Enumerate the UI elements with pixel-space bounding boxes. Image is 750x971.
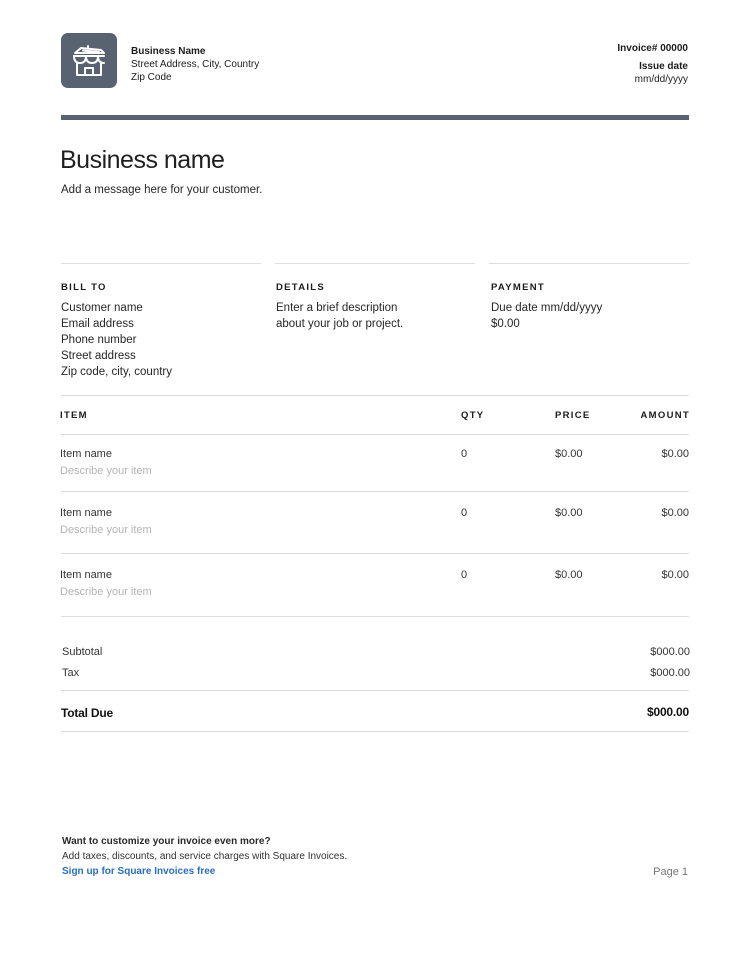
storefront-icon <box>71 44 107 78</box>
page-number: Page 1 <box>653 866 688 878</box>
customer-name: Customer name <box>61 302 143 314</box>
invoice-info <box>617 42 688 86</box>
subtotal-value: $000.00 <box>650 646 690 658</box>
details-line-1: Enter a brief description <box>276 302 398 314</box>
total-bottom-divider <box>61 731 689 732</box>
tax-value: $000.00 <box>650 667 690 679</box>
promo-question: Want to customize your invoice even more? <box>62 836 271 847</box>
item-name: Item name <box>60 507 112 519</box>
item-qty: 0 <box>461 507 468 519</box>
table-header-divider <box>61 434 689 435</box>
promo-description: Add taxes, discounts, and service charges with Square Invoices. <box>62 851 348 862</box>
row-divider <box>61 491 689 492</box>
column-header-price: PRICE <box>555 410 591 421</box>
business-street: Street Address, City, Country <box>131 59 260 70</box>
business-name-small: Business Name <box>131 46 206 57</box>
bill-to-section <box>61 280 172 380</box>
item-description: Describe your item <box>60 465 152 477</box>
item-price: $0.00 <box>555 448 583 460</box>
invoice-number: Invoice# 00000 <box>617 43 688 54</box>
row-divider <box>61 553 689 554</box>
details-label: DETAILS <box>276 282 326 293</box>
issue-date-value: mm/dd/yyyy <box>634 74 688 85</box>
item-qty: 0 <box>461 448 468 460</box>
customer-phone: Phone number <box>61 334 137 346</box>
total-due-label: Total Due <box>61 706 113 720</box>
item-amount: $0.00 <box>661 507 689 519</box>
item-price: $0.00 <box>555 569 583 581</box>
due-date: Due date mm/dd/yyyy <box>491 302 603 314</box>
details-line-2: about your job or project. <box>276 318 404 330</box>
bill-to-label: BILL TO <box>61 282 107 293</box>
customer-message: Add a message here for your customer. <box>61 184 263 196</box>
totals-divider <box>61 690 689 691</box>
item-description: Describe your item <box>60 586 152 598</box>
item-amount: $0.00 <box>661 448 689 460</box>
customer-email: Email address <box>61 318 134 330</box>
column-header-amount: AMOUNT <box>640 410 690 421</box>
payment-amount: $0.00 <box>491 318 520 330</box>
payment-divider <box>489 263 689 264</box>
item-price: $0.00 <box>555 507 583 519</box>
tax-label: Tax <box>62 667 80 679</box>
page-title: Business name <box>60 146 225 174</box>
payment-label: PAYMENT <box>491 282 545 293</box>
business-zip: Zip Code <box>131 72 172 83</box>
item-name: Item name <box>60 448 112 460</box>
issue-date-label: Issue date <box>639 61 688 72</box>
payment-section <box>491 280 602 332</box>
column-header-item: ITEM <box>60 410 88 421</box>
customer-street: Street address <box>61 350 136 362</box>
column-header-qty: QTY <box>461 410 485 421</box>
customer-zip-city: Zip code, city, country <box>61 366 172 378</box>
total-due-value: $000.00 <box>647 705 689 719</box>
item-description: Describe your item <box>60 524 152 536</box>
details-section <box>276 280 403 332</box>
header-divider <box>61 115 689 120</box>
business-logo <box>61 33 117 88</box>
item-amount: $0.00 <box>661 569 689 581</box>
bill-to-divider <box>61 263 261 264</box>
signup-link[interactable]: Sign up for Square Invoices free <box>62 866 216 877</box>
business-info <box>131 45 259 84</box>
item-qty: 0 <box>461 569 468 581</box>
footer-promo <box>62 834 347 879</box>
table-bottom-divider <box>61 616 689 617</box>
subtotal-label: Subtotal <box>62 646 103 658</box>
table-top-divider <box>61 395 689 396</box>
details-divider <box>275 263 475 264</box>
item-name: Item name <box>60 569 112 581</box>
